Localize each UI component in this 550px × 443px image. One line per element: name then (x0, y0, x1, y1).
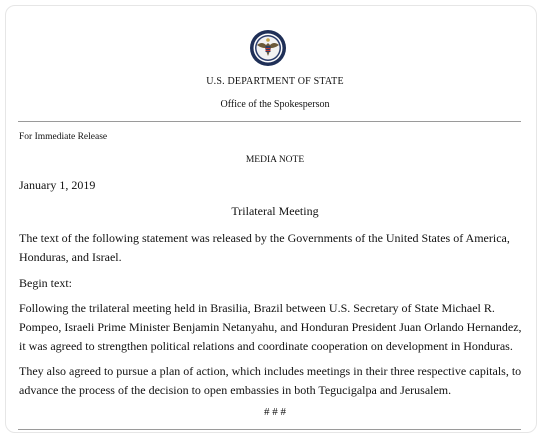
header-divider (18, 121, 521, 122)
office-name: Office of the Spokesperson (220, 99, 330, 110)
begin-text-label: Begin text: (19, 276, 72, 290)
agency-name: U.S. DEPARTMENT OF STATE (206, 76, 344, 87)
body-paragraph-2: They also agreed to pursue a plan of action, which includes meetings in their three respective capitals, to advance the process of the decision to open embassies in both Tegucigalpa and Jerusalem. (19, 364, 522, 397)
intro-paragraph: The text of the following statement was released by the Governments of the United States of America, Honduras, and Israel. (19, 231, 510, 264)
end-mark: # # # (264, 406, 286, 418)
state-department-seal-icon (249, 29, 287, 67)
document-title: Trilateral Meeting (231, 204, 319, 218)
body-paragraph-1: Following the trilateral meeting held in Brasilia, Brazil between U.S. Secretary of State Michael R. Pompeo, Israeli Prime Minister Benjamin Netanyahu, and Honduran President Juan Orlando Hernandez, it was agreed to strengthen political relations and coordinate cooperation on development in Honduras. (19, 301, 522, 353)
release-date: January 1, 2019 (19, 178, 96, 192)
release-label: For Immediate Release (19, 132, 108, 142)
footer-divider (18, 429, 521, 430)
document-type: MEDIA NOTE (245, 155, 305, 165)
